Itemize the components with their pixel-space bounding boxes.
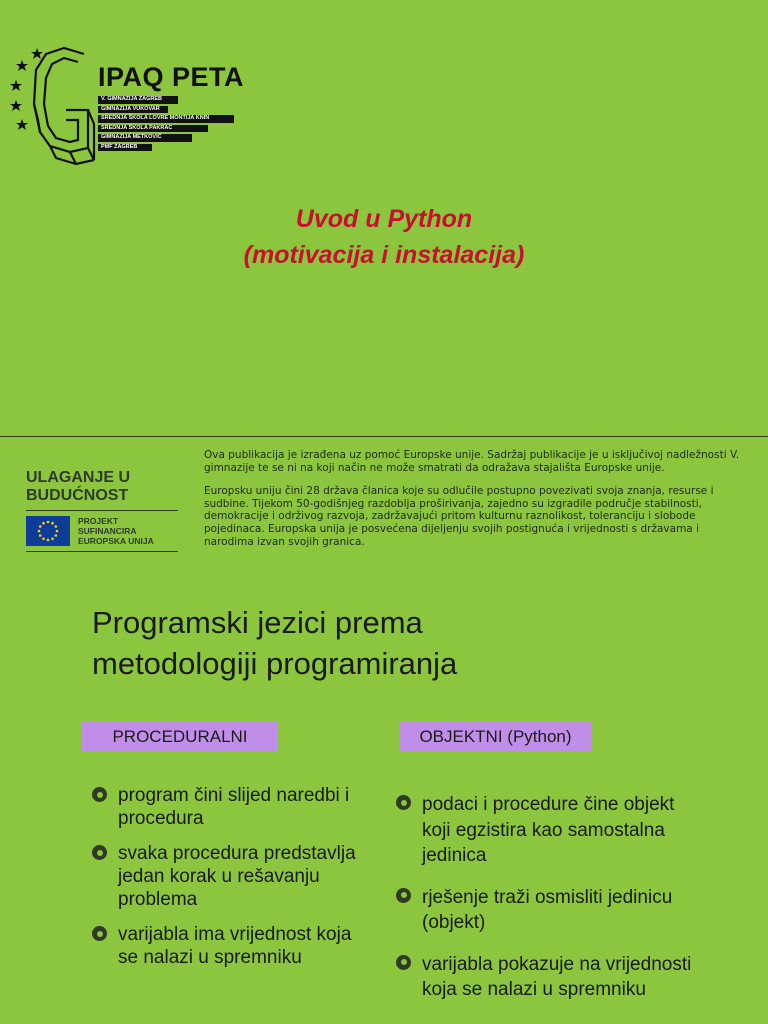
bullet-text: varijabla ima vrijednost koja se nalazi u spremniku	[118, 924, 352, 968]
proceduralni-label: PROCEDURALNI	[82, 722, 278, 752]
ipaq-peta-logo	[10, 40, 250, 180]
bullet-icon	[92, 787, 107, 802]
ulaganje-line-1: ULAGANJE U	[26, 469, 131, 486]
eu-disclaimer	[204, 449, 744, 559]
bullet-icon	[396, 795, 411, 810]
bullet-icon	[92, 926, 107, 941]
bullet-text: podaci i procedure čine objekt koji egzistira kao samostalna jedinica	[422, 794, 675, 866]
slide-title-line-1: Uvod u Python	[295, 205, 473, 233]
bullet-text: rješenje traži osmisliti jedinicu (objekt)	[422, 886, 673, 933]
slide-heading	[92, 602, 712, 684]
bullet-text: svaka procedura predstavlja jedan korak u rešavanju problema	[118, 843, 356, 910]
list-item	[396, 792, 706, 869]
ulaganje-line-2: BUDUĆNOST	[26, 487, 129, 504]
eu-text-line: EUROPSKA UNIJA	[78, 536, 154, 546]
logo-school: V. GIMNAZIJA ZAGREB	[98, 96, 178, 104]
logo-school: SREDNJA ŠKOLA PAKRAC	[98, 125, 208, 133]
list-item	[92, 923, 362, 969]
bullet-text: program čini slijed naredbi i procedura	[118, 785, 350, 829]
list-item	[396, 885, 706, 936]
eu-text-line: SUFINANCIRA	[78, 526, 137, 536]
list-item	[92, 842, 362, 911]
eu-flag-icon	[26, 516, 70, 546]
proceduralni-bullet-list	[92, 784, 362, 981]
logo-school-list	[98, 96, 234, 153]
bullet-icon	[396, 888, 411, 903]
logo-school: SREDNJA ŠKOLA LOVRE MONTIJA KNIN	[98, 115, 234, 123]
disclaimer-paragraph-2: Europsku uniju čini 28 država članica koje su odlučile postupno povezivati svoja znanja, resurse i sudbine. Tijekom 50-godišnjeg razdoblja proširivanja, zajedno su izgradile područje stabilnosti, demokracije i održivog razvoja, zadržavajući pritom kulturnu raznolikost, toleranciju i slobode pojedinaca. Europska unija je posvećena dijeljenju svojih postignuća i vrijednosti s državama i narodima izvan svojih granica.	[204, 485, 714, 548]
eu-cofinancing-text	[78, 516, 154, 546]
bullet-icon	[92, 845, 107, 860]
bullet-icon	[396, 955, 411, 970]
eu-cofinancing-badge	[26, 516, 178, 546]
eu-text-line: PROJEKT	[78, 516, 119, 526]
content-slide	[0, 578, 768, 1024]
list-item	[396, 952, 706, 1003]
logo-title: IPAQ PETA	[98, 62, 245, 92]
list-item	[92, 784, 362, 830]
slide-heading-line-1: Programski jezici prema	[92, 605, 423, 640]
logo-school: PMF ZAGREB	[98, 144, 152, 152]
logo-school: GIMNAZIJA VUKOVAR	[98, 106, 168, 114]
objektni-bullet-list	[396, 792, 706, 1019]
slide-title-line-2: (motivacija i instalacija)	[243, 241, 525, 269]
ulaganje-divider-bottom	[26, 551, 178, 552]
slide-heading-line-2: metodologiji programiranja	[92, 646, 458, 681]
logo-school: GIMNAZIJA METKOVIĆ	[98, 134, 192, 142]
objektni-label: OBJEKTNI (Python)	[400, 722, 591, 752]
disclaimer-paragraph-1: Ova publikacija je izrađena uz pomoć Europske unije. Sadržaj publikacije je u isključivoj nadležnosti V. gimnazije te se ni na koji način ne može smatrati da odražava stajališta Europske unije.	[204, 449, 740, 474]
bullet-text: varijabla pokazuje na vrijednosti koja se nalazi u spremniku	[422, 953, 692, 1000]
ulaganje-u-buducnost-logo	[26, 469, 178, 557]
g-emblem-icon	[10, 40, 100, 175]
ulaganje-divider	[26, 510, 178, 511]
footer-divider	[0, 436, 768, 437]
